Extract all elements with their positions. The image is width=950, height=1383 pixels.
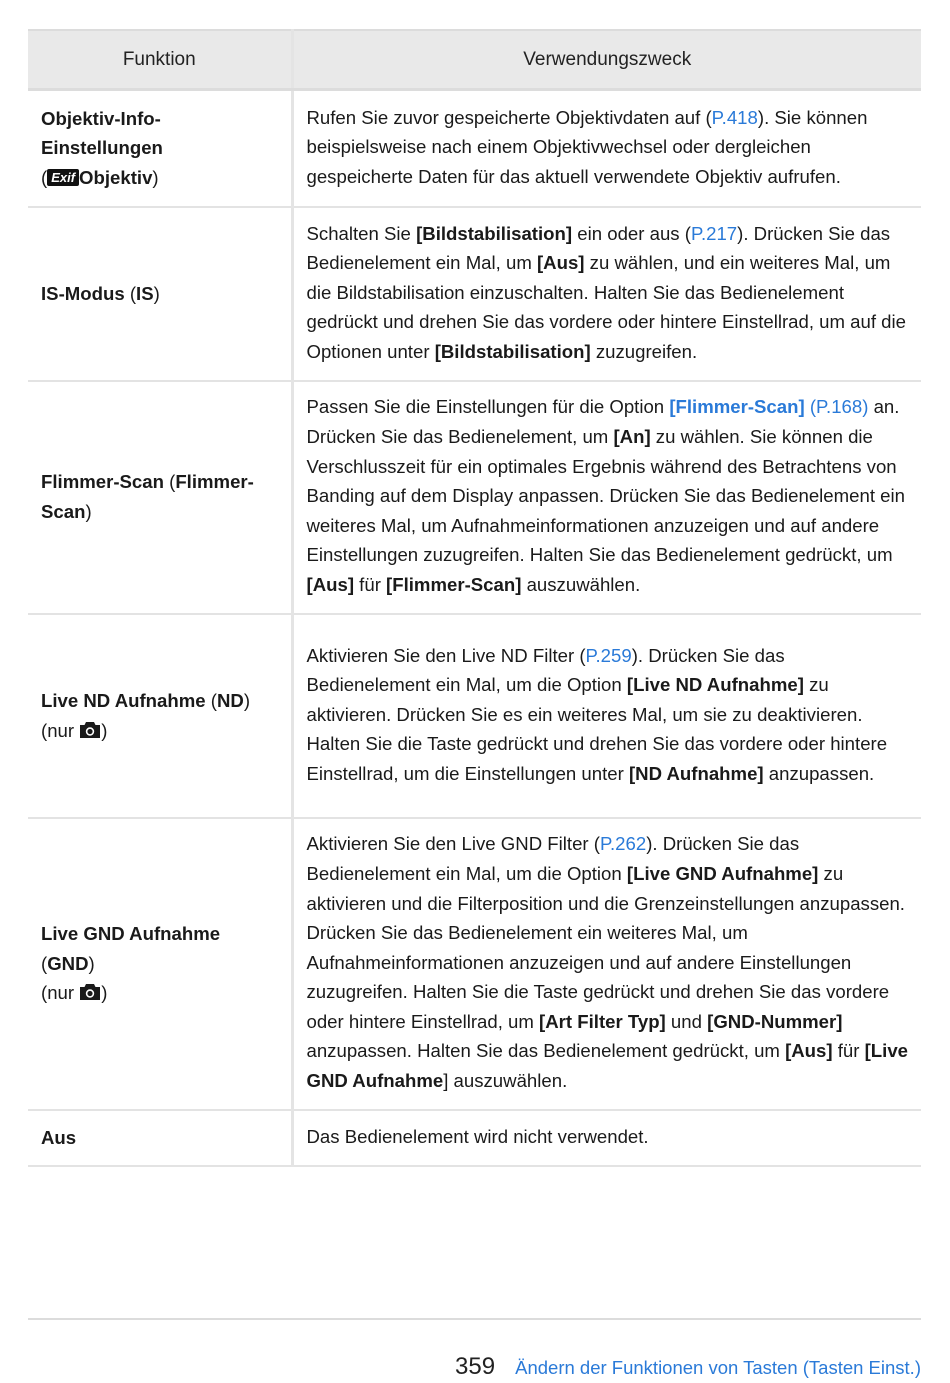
table-row: [28, 614, 921, 818]
camera-icon: [79, 983, 101, 1001]
page-number: 359: [455, 1353, 496, 1380]
page-link[interactable]: P.259: [585, 644, 632, 666]
table-row: [28, 90, 921, 207]
page-link[interactable]: P.418: [711, 106, 758, 128]
exif-icon: Exif: [47, 169, 79, 186]
description-cell: Aktivieren Sie den Live GND Filter (P.262). Drücken Sie das Bedienelement ein Mal, um die Option [Live GND Aufnahme] zu aktivieren und die Filterposition und die Grenzeinstellungen anzupassen. Drücken Sie das Bedienelement ein weiteres Mal, um Aufnahmeinformationen anzuzeigen und auf andere Einstellungen zuzugreifen. Halten Sie die Taste gedrückt und drehen Sie das vordere oder hintere Einstellrad, um [Art Filter Typ] und [GND-Nummer] anzupassen. Halten Sie das Bedienelement gedrückt, um [Aus] für [Live GND Aufnahme] auszuwählen.: [292, 818, 921, 1110]
function-name-cell: IS-Modus (IS): [28, 207, 292, 381]
section-title-link[interactable]: Ändern der Funktionen von Tasten (Tasten Einst.): [515, 1357, 921, 1378]
column-header-funktion: Funktion: [28, 30, 292, 90]
column-header-verwendungszweck: Verwendungszweck: [292, 30, 921, 90]
table-row: [28, 381, 921, 614]
function-name-cell: Live ND Aufnahme (ND) (nur ): [28, 614, 292, 818]
camera-icon: [79, 721, 101, 739]
function-name-cell: Live GND Aufnahme (GND) (nur ): [28, 818, 292, 1110]
table-row: [28, 207, 921, 381]
function-name-cell: Aus: [28, 1110, 292, 1166]
function-name-cell: Objektiv-Info- Einstellungen ( Exif Objektiv): [28, 90, 292, 207]
description-cell: Das Bedienelement wird nicht verwendet.: [292, 1110, 921, 1166]
description-cell: Aktivieren Sie den Live ND Filter (P.259). Drücken Sie das Bedienelement ein Mal, um die Option [Live ND Aufnahme] zu aktivieren. Drücken Sie es ein weiteres Mal, um sie zu deaktivieren. Halten Sie die Taste gedrückt und drehen Sie das vordere oder hintere Einstellrad, um die Einstellungen unter [ND Aufnahme] anzupassen.: [292, 614, 921, 818]
page-link[interactable]: P.217: [690, 222, 738, 244]
page-link[interactable]: P.262: [599, 833, 647, 855]
table-row: [28, 818, 921, 1110]
flimmer-scan-link[interactable]: [Flimmer-Scan]: [669, 396, 805, 418]
description-cell: Rufen Sie zuvor gespeicherte Objektivdaten auf (P.418). Sie können beispielsweise nach einem Objektivwechsel oder dergleichen gespeicherte Daten für das aktuell verwendete Objektiv aufrufen.: [292, 90, 921, 207]
footer-divider: [28, 1318, 921, 1320]
function-name-cell: Flimmer-Scan (Flimmer-Scan): [28, 381, 292, 614]
table-row: [28, 1110, 921, 1166]
function-table: [28, 29, 921, 1167]
page-link[interactable]: (P.168): [804, 396, 869, 418]
description-cell: Schalten Sie [Bildstabilisation] ein oder aus (P.217). Drücken Sie das Bedienelement ein Mal, um [Aus] zu wählen, und ein weiteres Mal, um die Bildstabilisation einzuschalten. Halten Sie das Bedienelement gedrückt und drehen Sie das vordere oder hintere Einstellrad, um auf die Optionen unter [Bildstabilisation] zuzugreifen.: [292, 207, 921, 381]
description-cell: Passen Sie die Einstellungen für die Option [Flimmer-Scan] (P.168) an. Drücken Sie das Bedienelement, um [An] zu wählen. Sie können die Verschlusszeit für ein optimales Ergebnis während des Betrachtens von Banding auf dem Display anpassen. Drücken Sie das Bedienelement ein weiteres Mal, um Aufnahmeinformationen anzuzeigen und auf andere Einstellungen zuzugreifen. Halten Sie das Bedienelement gedrückt, um [Aus] für [Flimmer-Scan] auszuwählen.: [292, 381, 921, 614]
